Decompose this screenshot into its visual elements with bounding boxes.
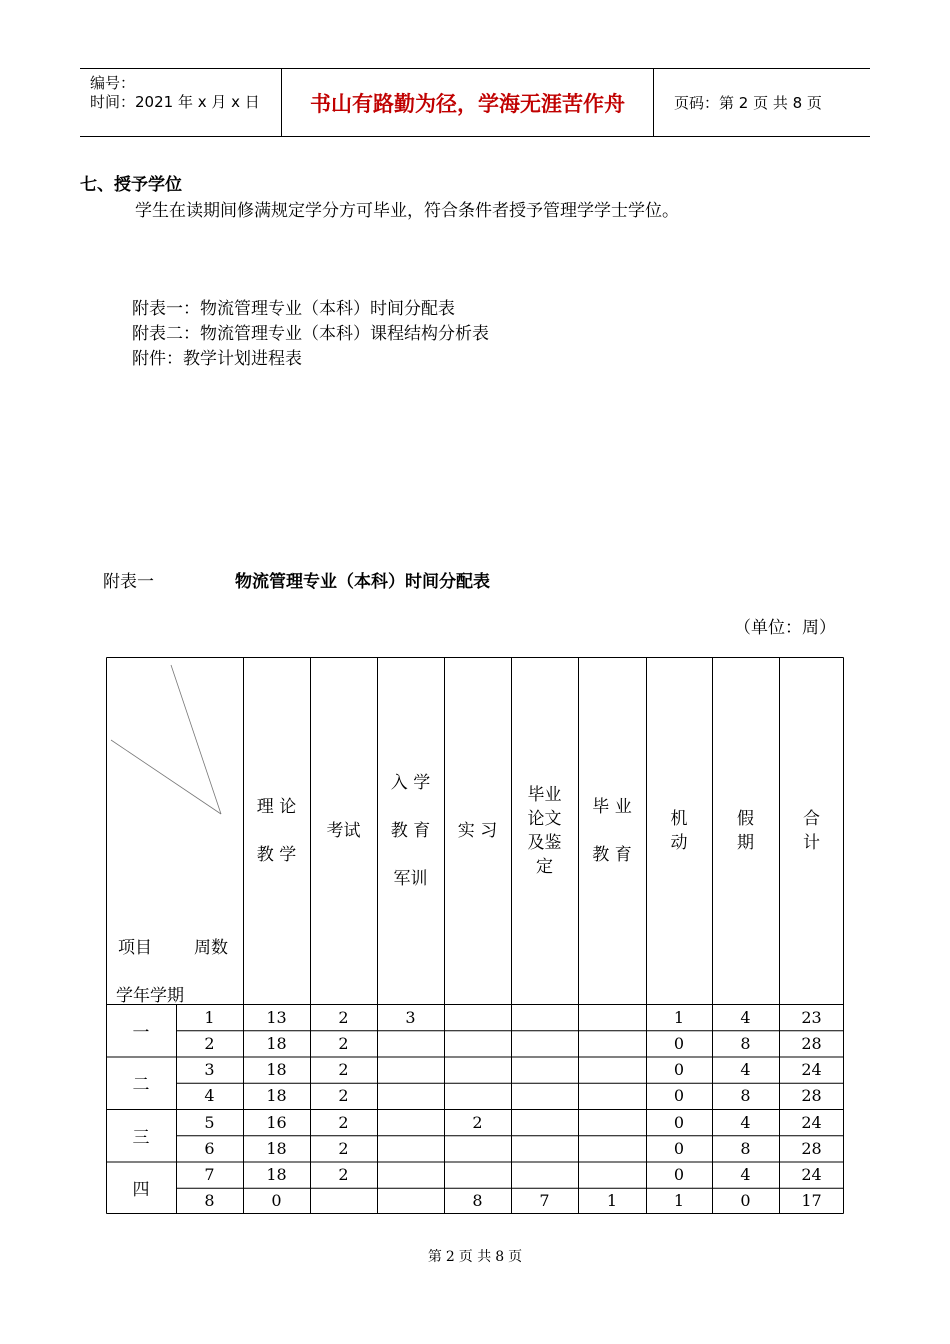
corner-diagonal	[111, 740, 221, 814]
column-header-line: 入 学	[390, 772, 431, 793]
table-cell	[377, 1109, 444, 1135]
column-header-line: 假	[737, 808, 754, 829]
table-cell	[511, 1135, 578, 1161]
table-cell: 13	[266, 1007, 287, 1027]
column-header-line: 教 育	[390, 820, 431, 841]
page-header	[80, 68, 870, 137]
table-cell	[511, 1109, 578, 1135]
column-header	[377, 657, 444, 1004]
table-cell	[377, 1135, 444, 1161]
table-cell: 8	[740, 1033, 751, 1053]
table-cell	[578, 1057, 646, 1083]
table-title: 物流管理专业（本科）时间分配表	[235, 572, 490, 592]
table-cell	[377, 1162, 444, 1188]
table-cell: 18	[266, 1086, 287, 1106]
corner-diagonal	[171, 665, 221, 814]
column-header-line: 动	[670, 832, 688, 853]
column-header-line: 理 论	[256, 796, 297, 817]
table-cell: 0	[673, 1165, 685, 1185]
column-header	[578, 657, 646, 1004]
table-cell	[511, 1162, 578, 1188]
table-cell: 8	[740, 1086, 751, 1106]
table-cell: 18	[266, 1138, 287, 1158]
year-cell: 一	[132, 1022, 150, 1043]
year-cell: 四	[132, 1180, 150, 1201]
semester-cell: 6	[204, 1138, 215, 1158]
footer-page: 2	[445, 1249, 455, 1265]
appendix-item: 附表二：物流管理专业（本科）课程结构分析表	[132, 324, 489, 344]
header-page-info-text: 页码：第 2 页 共 8 页	[674, 94, 822, 112]
appendix-item: 附件：教学计划进程表	[132, 349, 302, 369]
table-cell: 7	[539, 1191, 550, 1211]
column-header-line: 论文	[527, 808, 562, 829]
section-title: 七、授予学位	[80, 175, 182, 195]
header-motto: 书山有路勤为径，学海无涯苦作舟	[282, 69, 654, 136]
header-meta	[80, 69, 282, 136]
table-cell: 0	[673, 1033, 685, 1053]
table-cell: 28	[801, 1033, 822, 1053]
column-header-line: 教 学	[256, 844, 297, 865]
table-cell: 0	[271, 1191, 282, 1211]
column-header	[646, 657, 712, 1004]
table-cell: 4	[740, 1165, 751, 1185]
table-cell: 2	[338, 1086, 349, 1106]
table-cell: 4	[740, 1112, 751, 1132]
table-cell: 0	[673, 1138, 685, 1158]
column-header-line: 定	[536, 856, 553, 877]
table-cell: 1	[673, 1007, 685, 1027]
column-header-line: 机	[670, 808, 688, 829]
footer-suffix: 页	[508, 1249, 523, 1265]
table-cell	[444, 1030, 511, 1056]
table-cell: 24	[801, 1112, 822, 1132]
table-cell	[444, 1004, 511, 1030]
table-cell: 18	[266, 1033, 287, 1053]
table-unit: （单位：周）	[734, 618, 836, 638]
semester-cell: 5	[204, 1112, 215, 1132]
table-cell	[578, 1083, 646, 1109]
table-cell	[511, 1030, 578, 1056]
table-label: 附表一	[103, 572, 154, 592]
table-cell: 3	[405, 1007, 416, 1027]
column-header	[511, 657, 578, 1004]
footer-mid: 页 共	[458, 1249, 492, 1265]
table-cell	[511, 1057, 578, 1083]
table-cell: 2	[338, 1112, 349, 1132]
table-cell	[578, 1109, 646, 1135]
table-cell: 18	[266, 1165, 287, 1185]
column-header-line: 毕 业	[592, 796, 632, 817]
table-cell	[578, 1162, 646, 1188]
semester-cell: 1	[204, 1007, 215, 1027]
column-header-line: 合	[803, 808, 820, 829]
semester-cell: 4	[204, 1086, 215, 1106]
table-cell	[444, 1057, 511, 1083]
header-number: 编号：	[90, 74, 136, 92]
column-header	[444, 657, 511, 1004]
table-cell	[578, 1030, 646, 1056]
table-cell: 1	[606, 1191, 618, 1211]
corner-item-label: 项目	[118, 938, 152, 958]
year-cell: 二	[132, 1075, 150, 1096]
semester-cell: 2	[204, 1033, 215, 1053]
table-cell	[444, 1135, 511, 1161]
table-cell: 23	[801, 1007, 822, 1027]
semester-cell: 8	[204, 1191, 215, 1211]
table-cell	[511, 1083, 578, 1109]
table-cell	[377, 1057, 444, 1083]
page-footer	[0, 1246, 950, 1266]
table-cell: 0	[673, 1060, 685, 1080]
table-cell	[310, 1188, 377, 1214]
footer-total: 8	[495, 1249, 505, 1265]
table-cell: 4	[740, 1007, 751, 1027]
column-header-line: 毕业	[527, 784, 562, 805]
header-time: 时间：2021 年 x 月 x 日	[90, 93, 260, 111]
column-header	[310, 657, 377, 1004]
table-cell	[511, 1004, 578, 1030]
header-page-info	[664, 69, 870, 136]
table-cell: 1	[673, 1191, 685, 1211]
table-cell: 0	[673, 1086, 685, 1106]
column-header-line: 军训	[393, 868, 428, 889]
semester-cell: 3	[204, 1060, 215, 1080]
table-cell	[377, 1188, 444, 1214]
table-cell: 16	[266, 1112, 287, 1132]
table-cell: 17	[801, 1191, 822, 1211]
column-header-line: 教 育	[592, 844, 632, 865]
column-header	[779, 657, 844, 1004]
column-header	[243, 657, 310, 1004]
table-cell: 0	[740, 1191, 751, 1211]
table-cell: 2	[338, 1138, 349, 1158]
table-cell: 4	[740, 1060, 751, 1080]
time-allocation-table	[106, 657, 844, 1214]
table-cell: 2	[338, 1165, 349, 1185]
table-cell	[578, 1135, 646, 1161]
column-header-line: 实 习	[457, 820, 498, 841]
semester-cell: 7	[204, 1165, 215, 1185]
table-cell: 8	[472, 1191, 483, 1211]
column-header-line: 期	[737, 832, 754, 853]
column-header-line: 及鉴	[527, 832, 562, 853]
column-header-line: 计	[803, 832, 820, 853]
table-cell: 24	[801, 1060, 822, 1080]
table-cell	[444, 1083, 511, 1109]
appendix-item: 附表一：物流管理专业（本科）时间分配表	[132, 299, 455, 319]
column-header-line: 考试	[326, 820, 361, 841]
table-cell: 8	[740, 1138, 751, 1158]
table-cell: 2	[472, 1112, 483, 1132]
table-cell: 2	[338, 1033, 349, 1053]
table-cell: 24	[801, 1165, 822, 1185]
table-cell: 28	[801, 1138, 822, 1158]
table-cell: 28	[801, 1086, 822, 1106]
table-cell	[377, 1030, 444, 1056]
year-cell: 三	[132, 1127, 150, 1148]
table-cell: 2	[338, 1007, 349, 1027]
column-header	[712, 657, 779, 1004]
table-cell	[578, 1004, 646, 1030]
corner-term-label: 学年学期	[116, 986, 184, 1006]
table-cell: 2	[338, 1060, 349, 1080]
section-text: 学生在读期间修满规定学分方可毕业，符合条件者授予管理学学士学位。	[135, 201, 679, 221]
footer-prefix: 第	[427, 1249, 442, 1265]
table-cell	[377, 1083, 444, 1109]
table-cell: 18	[266, 1060, 287, 1080]
table-cell	[444, 1162, 511, 1188]
table-cell: 0	[673, 1112, 685, 1132]
corner-weeks-label: 周数	[194, 938, 228, 958]
